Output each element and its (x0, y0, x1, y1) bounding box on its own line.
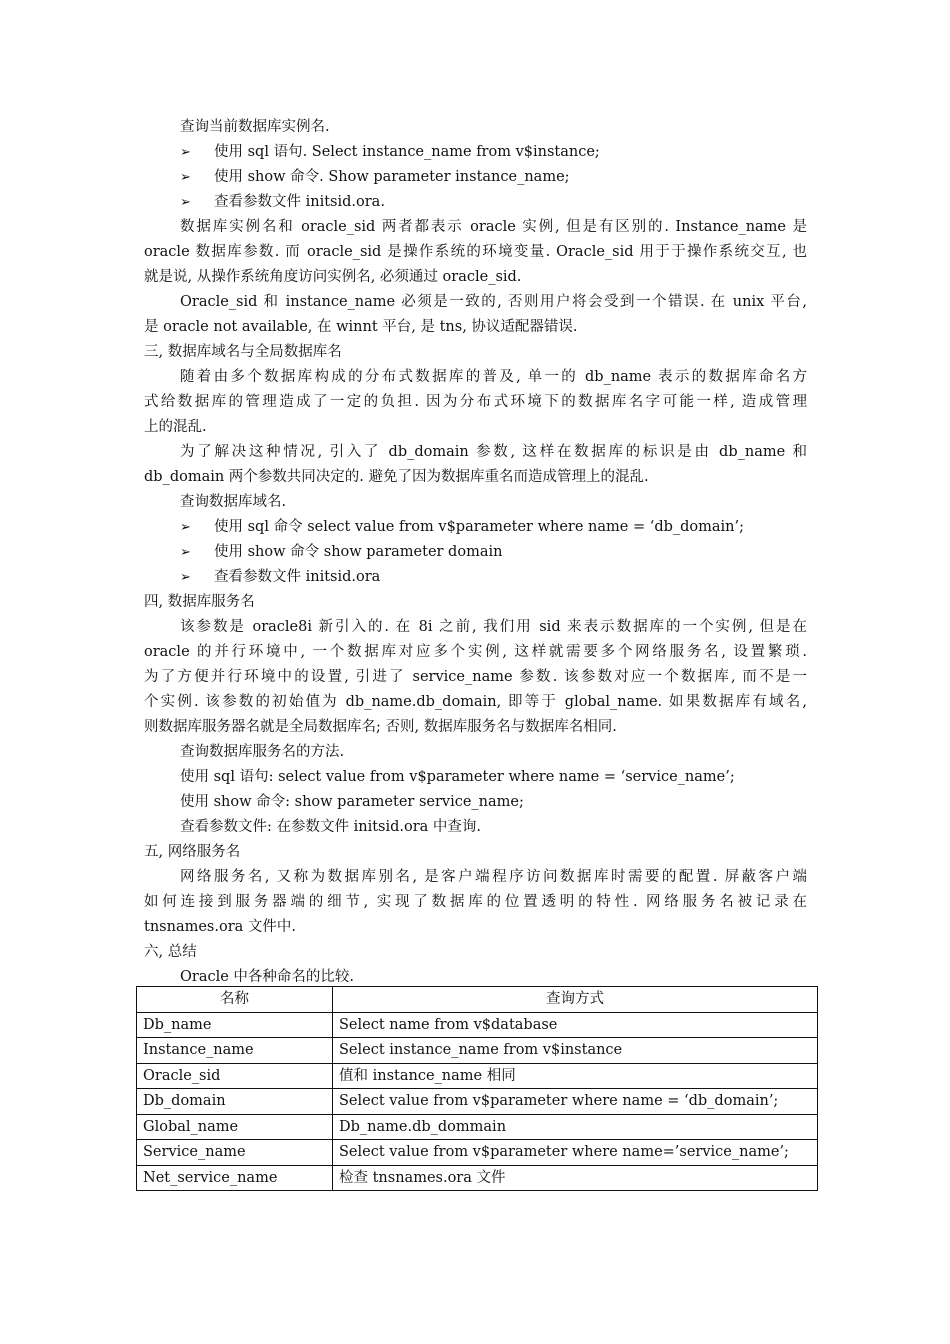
document-body (144, 115, 807, 990)
table-cell: Db_domain (137, 1089, 333, 1115)
bullet-item: ➢ 使用 show 命令. Show parameter instance_name; (144, 165, 807, 190)
naming-comparison-table (136, 986, 818, 1191)
paragraph-line: oracle 的并行环境中, 一个数据库对应多个实例, 这样就需要多个网络服务名, 设置繁琐. (144, 644, 807, 660)
paragraph-line: 使用 sql 语句: select value from v$parameter where name = ‘service_name’; (180, 769, 735, 785)
arrow-bullet-icon: ➢ (180, 570, 191, 585)
paragraph-line: 为了方便并行环境中的设置, 引进了 service_name 参数. 该参数对应一个数据库, 而不是一 (144, 669, 807, 685)
table-cell: Select value from v$parameter where name=’service_name’; (333, 1140, 818, 1166)
paragraph-line: Oracle_sid 和 instance_name 必须是一致的, 否则用户将会受到一个错误. 在 unix 平台, (180, 294, 807, 310)
arrow-bullet-icon: ➢ (180, 520, 191, 535)
paragraph-line: 是 oracle not available, 在 winnt 平台, 是 tns, 协议适配器错误. (144, 319, 578, 335)
paragraph-line: 查询数据库服务名的方法. (180, 744, 345, 760)
bullet-item: ➢ 使用 show 命令 show parameter domain (144, 540, 807, 565)
bullet-item: ➢ 使用 sql 命令 select value from v$parameter where name = ‘db_domain’; (144, 515, 807, 540)
table-header-row (137, 987, 818, 1013)
paragraph-line: db_domain 两个参数共同决定的. 避免了因为数据库重名而造成管理上的混乱. (144, 469, 649, 485)
section-heading: 五, 网络服务名 (144, 844, 241, 860)
paragraph-line: 使用 show 命令: show parameter service_name; (180, 794, 524, 810)
paragraph-line: 则数据库服务器名就是全局数据库名; 否则, 数据库服务名与数据库名相同. (144, 719, 617, 735)
bullet-item: ➢ 查看参数文件 initsid.ora. (144, 190, 807, 215)
arrow-bullet-icon: ➢ (180, 545, 191, 560)
paragraph-line: 式给数据库的管理造成了一定的负担. 因为分布式环境下的数据库名字可能一样, 造成管理 (144, 394, 807, 410)
table-row (137, 1089, 818, 1115)
section-heading: 四, 数据库服务名 (144, 594, 255, 610)
paragraph-line: 为了解决这种情况, 引入了 db_domain 参数, 这样在数据库的标识是由 db_name 和 (180, 444, 807, 460)
paragraph-line: 就是说, 从操作系统角度访问实例名, 必须通过 oracle_sid. (144, 269, 522, 285)
table-cell: Net_service_name (137, 1165, 333, 1191)
table-cell: 值和 instance_name 相同 (333, 1063, 818, 1089)
table-header-cell: 名称 (137, 987, 333, 1013)
bullet-item: ➢ 查看参数文件 initsid.ora (144, 565, 807, 590)
table-cell: Db_name (137, 1012, 333, 1038)
paragraph-line: 随着由多个数据库构成的分布式数据库的普及, 单一的 db_name 表示的数据库命名方 (180, 369, 807, 385)
arrow-bullet-icon: ➢ (180, 145, 191, 160)
table-cell: Select value from v$parameter where name = ‘db_domain’; (333, 1089, 818, 1115)
table-cell: Service_name (137, 1140, 333, 1166)
table-row (137, 1140, 818, 1166)
section-heading: 三, 数据库域名与全局数据库名 (144, 344, 342, 360)
paragraph-line: 查询当前数据库实例名. (180, 119, 330, 135)
table-row (137, 1063, 818, 1089)
table-row (137, 1114, 818, 1140)
arrow-bullet-icon: ➢ (180, 170, 191, 185)
paragraph-line: 查看参数文件: 在参数文件 initsid.ora 中查询. (180, 819, 482, 835)
table-cell: Select instance_name from v$instance (333, 1038, 818, 1064)
bullet-item: ➢ 使用 sql 语句. Select instance_name from v$instance; (144, 140, 807, 165)
table-header-cell: 查询方式 (333, 987, 818, 1013)
table-cell: Select name from v$database (333, 1012, 818, 1038)
table-cell: Oracle_sid (137, 1063, 333, 1089)
table-row (137, 1038, 818, 1064)
paragraph-line: 数据库实例名和 oracle_sid 两者都表示 oracle 实例, 但是有区别的. Instance_name 是 (180, 219, 807, 235)
paragraph-line: 查询数据库域名. (180, 494, 287, 510)
paragraph-line: 网络服务名, 又称为数据库别名, 是客户端程序访问数据库时需要的配置. 屏蔽客户端 (180, 869, 807, 885)
table-cell: 检查 tnsnames.ora 文件 (333, 1165, 818, 1191)
paragraph-line: Oracle 中各种命名的比较. (180, 969, 355, 985)
table-cell: Instance_name (137, 1038, 333, 1064)
arrow-bullet-icon: ➢ (180, 195, 191, 210)
paragraph-line: 如何连接到服务器端的细节, 实现了数据库的位置透明的特性. 网络服务名被记录在 (144, 894, 807, 910)
paragraph-line: 该参数是 oracle8i 新引入的. 在 8i 之前, 我们用 sid 来表示数据库的一个实例, 但是在 (180, 619, 807, 635)
table-cell: Global_name (137, 1114, 333, 1140)
paragraph-line: 个实例. 该参数的初始值为 db_name.db_domain, 即等于 global_name. 如果数据库有域名, (144, 694, 807, 710)
section-heading: 六, 总结 (144, 944, 197, 960)
table-row (137, 1165, 818, 1191)
paragraph-line: tnsnames.ora 文件中. (144, 919, 296, 935)
table-cell: Db_name.db_dommain (333, 1114, 818, 1140)
table-row (137, 1012, 818, 1038)
paragraph-line: 上的混乱. (144, 419, 207, 435)
paragraph-line: oracle 数据库参数. 而 oracle_sid 是操作系统的环境变量. Oracle_sid 用于于操作系统交互, 也 (144, 244, 807, 260)
